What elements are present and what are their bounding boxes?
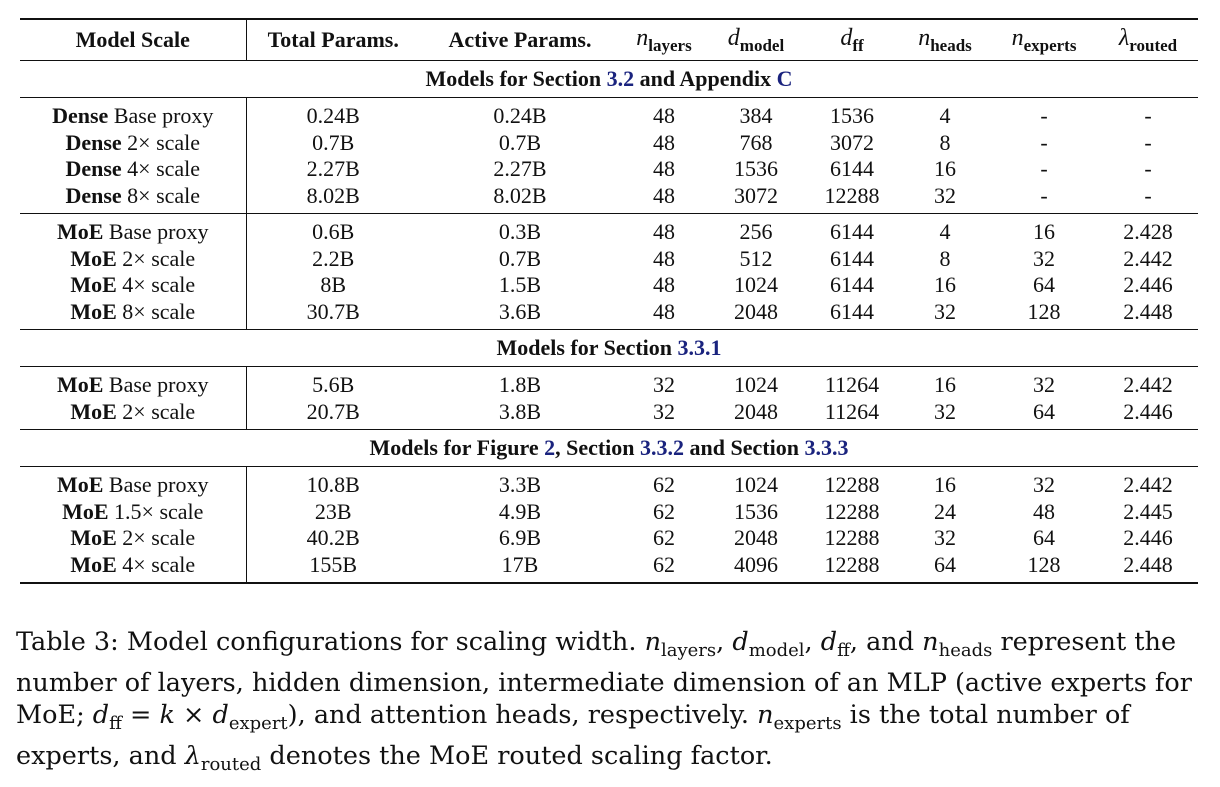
cell-layers: 48: [653, 103, 675, 128]
cell-layers: 48: [653, 272, 675, 297]
table-caption: Table 3: Model configurations for scaling width. $n_{layers}$, $d_{model}$, $d_{ff}$, and $n_{heads}$ represent the number of layers, hidden dimension, intermediate dimension of an MLP (active experts for MoE; $d_{ff} = k \times d_{expert}$), and attention heads, respectively. $n_{experts}$ is the total number of experts, and $\lambda_{routed}$ denotes the MoE routed scaling factor.: [16, 627, 1192, 776]
cell-heads: 8: [939, 129, 951, 155]
cell-dff: 6144: [830, 219, 874, 244]
cell-lambda: 2.442: [1123, 245, 1173, 271]
cell-active: 4.9B: [498, 498, 542, 524]
section-header-row: [20, 330, 1198, 367]
cell-experts: 48: [1033, 498, 1055, 524]
model-scale-cell: MoE 1.5× scale: [20, 499, 246, 526]
cell-dmodel: 256: [739, 219, 773, 244]
cell-layers: 62: [653, 498, 675, 524]
cell-experts: 64: [990, 399, 1098, 430]
cell-total: 30.7B: [246, 299, 420, 330]
cell-dff: 1536: [830, 103, 874, 128]
cell-heads: 16: [934, 372, 956, 397]
header-d-model: $d_{model}$: [708, 19, 804, 61]
section-title: Models for Section 3.2 and Appendix C: [20, 61, 1198, 98]
cell-experts: 32: [1033, 245, 1055, 271]
cell-total: 0.24B: [306, 103, 360, 128]
header-n-layers: $n_{layers}$: [620, 19, 708, 61]
section-header-row: [20, 61, 1198, 98]
table-row: [20, 399, 1198, 430]
cell-dmodel: 384: [739, 103, 773, 128]
header-d-ff: $d_{ff}$: [804, 19, 900, 61]
cell-lambda: 2.446: [1123, 525, 1173, 550]
cell-layers: 32: [620, 399, 708, 430]
cell-experts: -: [1040, 156, 1048, 181]
model-config-table: [20, 18, 1198, 584]
table-row: [20, 214, 1198, 246]
cell-lambda: 2.442: [1123, 372, 1173, 397]
model-scale-cell: MoE 2× scale: [20, 525, 246, 552]
cell-experts: -: [990, 183, 1098, 214]
table-row: [20, 183, 1198, 214]
cell-lambda: -: [1098, 183, 1198, 214]
cell-dff: 6144: [804, 299, 900, 330]
cell-lambda: 2.442: [1123, 472, 1173, 497]
model-scale-cell: MoE Base proxy: [20, 214, 246, 246]
cell-heads: 32: [900, 399, 990, 430]
cell-experts: 128: [990, 299, 1098, 330]
cell-heads: 32: [934, 525, 956, 550]
cell-experts: -: [1040, 129, 1048, 155]
table-body: [20, 61, 1198, 584]
cell-heads: 64: [900, 552, 990, 584]
cell-experts: 32: [1033, 472, 1055, 497]
cell-lambda: -: [1144, 156, 1152, 181]
cell-total: 2.27B: [306, 156, 360, 181]
table-row: [20, 467, 1198, 499]
model-scale-cell: Dense 2× scale: [20, 130, 246, 157]
table-row: [20, 299, 1198, 330]
table-row: [20, 130, 1198, 157]
cell-total: 0.6B: [312, 219, 355, 244]
cell-lambda: 2.445: [1123, 498, 1173, 524]
header-active-params: Active Params.: [420, 19, 620, 61]
model-scale-cell: MoE Base proxy: [20, 467, 246, 499]
header-model-scale: Model Scale: [20, 19, 246, 61]
cell-dff: 6144: [830, 245, 874, 271]
cell-layers: 48: [620, 299, 708, 330]
cell-heads: 16: [934, 156, 956, 181]
cell-total: 20.7B: [246, 399, 420, 430]
table-row: [20, 499, 1198, 526]
cell-dmodel: 512: [739, 245, 773, 271]
cell-dmodel: 1536: [734, 156, 778, 181]
cell-active: 3.6B: [420, 299, 620, 330]
cell-total: 40.2B: [306, 525, 360, 550]
model-scale-cell: Dense 8× scale: [20, 183, 246, 214]
cell-dmodel: 4096: [708, 552, 804, 584]
cell-dff: 11264: [824, 372, 880, 397]
model-scale-cell: MoE 8× scale: [20, 299, 246, 330]
cell-dff: 12288: [824, 498, 880, 524]
cell-experts: 128: [990, 552, 1098, 584]
cell-active: 3.8B: [420, 399, 620, 430]
cross-reference-link[interactable]: 3.3.3: [804, 435, 849, 460]
section-title: Models for Section 3.3.1: [20, 330, 1198, 367]
cell-active: 1.8B: [498, 372, 542, 397]
cell-total: 155B: [246, 552, 420, 584]
cell-dff: 11264: [804, 399, 900, 430]
cell-dmodel: 2048: [734, 525, 778, 550]
cell-lambda: -: [1144, 103, 1152, 128]
cell-dmodel: 1024: [734, 372, 778, 397]
cell-experts: 16: [1033, 219, 1055, 244]
cell-active: 0.7B: [498, 245, 542, 271]
cell-dff: 6144: [830, 156, 874, 181]
cell-experts: 32: [1033, 372, 1055, 397]
cell-total: 0.7B: [312, 129, 355, 155]
cell-dmodel: 1024: [734, 472, 778, 497]
header-total-params: Total Params.: [246, 19, 420, 61]
table-row: [20, 246, 1198, 273]
cell-layers: 32: [653, 372, 675, 397]
cell-active: 3.3B: [498, 472, 542, 497]
model-scale-cell: Dense Base proxy: [20, 98, 246, 130]
cell-lambda: 2.448: [1098, 552, 1198, 584]
cell-layers: 48: [653, 245, 675, 271]
cross-reference-link[interactable]: 3.3.2: [640, 435, 685, 460]
cell-layers: 48: [653, 156, 675, 181]
table-row: [20, 552, 1198, 584]
cell-layers: 62: [620, 552, 708, 584]
cell-experts: 64: [1033, 272, 1055, 297]
cell-total: 2.2B: [312, 245, 355, 271]
cell-dff: 12288: [824, 472, 880, 497]
model-scale-cell: Dense 4× scale: [20, 156, 246, 183]
table-row: [20, 272, 1198, 299]
cell-heads: 4: [939, 103, 951, 128]
header-n-heads: $n_{heads}$: [900, 19, 990, 61]
cell-layers: 62: [653, 525, 675, 550]
section-title: Models for Figure 2, Section 3.3.2 and Section 3.3.3: [20, 430, 1198, 467]
header-n-experts: $n_{experts}$: [990, 19, 1098, 61]
cell-total: 10.8B: [306, 472, 360, 497]
cell-lambda: 2.428: [1123, 219, 1173, 244]
cell-active: 0.24B: [493, 103, 547, 128]
table-row: [20, 367, 1198, 399]
table-row: [20, 525, 1198, 552]
table-header-row: [20, 19, 1198, 61]
cell-layers: 48: [620, 183, 708, 214]
cell-layers: 48: [653, 129, 675, 155]
table-row: [20, 98, 1198, 130]
cell-experts: -: [1040, 103, 1048, 128]
section-header-row: [20, 430, 1198, 467]
cell-layers: 48: [653, 219, 675, 244]
cell-dmodel: 1024: [734, 272, 778, 297]
cell-total: 8.02B: [246, 183, 420, 214]
model-scale-cell: MoE 4× scale: [20, 552, 246, 584]
cell-heads: 4: [939, 219, 951, 244]
cell-layers: 62: [653, 472, 675, 497]
cell-active: 8.02B: [420, 183, 620, 214]
header-lambda-routed: $\lambda_{routed}$: [1098, 19, 1198, 61]
cell-dff: 3072: [830, 129, 874, 155]
cell-experts: 64: [1033, 525, 1055, 550]
cross-reference-link[interactable]: 3.3.1: [677, 335, 722, 360]
cell-lambda: 2.448: [1098, 299, 1198, 330]
cell-heads: 8: [939, 245, 951, 271]
model-scale-cell: MoE 2× scale: [20, 399, 246, 430]
cell-lambda: 2.446: [1098, 399, 1198, 430]
cell-dmodel: 2048: [708, 399, 804, 430]
cell-active: 1.5B: [498, 272, 542, 297]
cell-total: 5.6B: [312, 372, 355, 397]
table-figure: [20, 18, 1198, 584]
cell-dff: 12288: [804, 183, 900, 214]
cross-reference-link[interactable]: 3.2: [606, 66, 635, 91]
table-row: [20, 156, 1198, 183]
model-scale-cell: MoE 4× scale: [20, 272, 246, 299]
cell-heads: 16: [934, 472, 956, 497]
cell-heads: 32: [900, 299, 990, 330]
cell-heads: 32: [900, 183, 990, 214]
cell-total: 23B: [314, 498, 352, 524]
cell-active: 2.27B: [493, 156, 547, 181]
cell-lambda: -: [1144, 129, 1152, 155]
cell-active: 0.3B: [498, 219, 542, 244]
model-scale-cell: MoE 2× scale: [20, 246, 246, 273]
cell-active: 6.9B: [498, 525, 542, 550]
model-scale-cell: MoE Base proxy: [20, 367, 246, 399]
cell-dmodel: 3072: [708, 183, 804, 214]
cell-dff: 6144: [830, 272, 874, 297]
cell-heads: 24: [934, 498, 956, 524]
cell-heads: 16: [934, 272, 956, 297]
cell-lambda: 2.446: [1123, 272, 1173, 297]
cell-total: 8B: [320, 272, 347, 297]
cell-active: 0.7B: [498, 129, 542, 155]
cell-active: 17B: [420, 552, 620, 584]
cross-reference-link[interactable]: 2: [544, 435, 556, 460]
cell-dmodel: 768: [739, 129, 773, 155]
cell-dmodel: 2048: [708, 299, 804, 330]
cell-dmodel: 1536: [734, 498, 778, 524]
cross-reference-link[interactable]: C: [776, 66, 793, 91]
cell-dff: 12288: [804, 552, 900, 584]
cell-dff: 12288: [824, 525, 880, 550]
